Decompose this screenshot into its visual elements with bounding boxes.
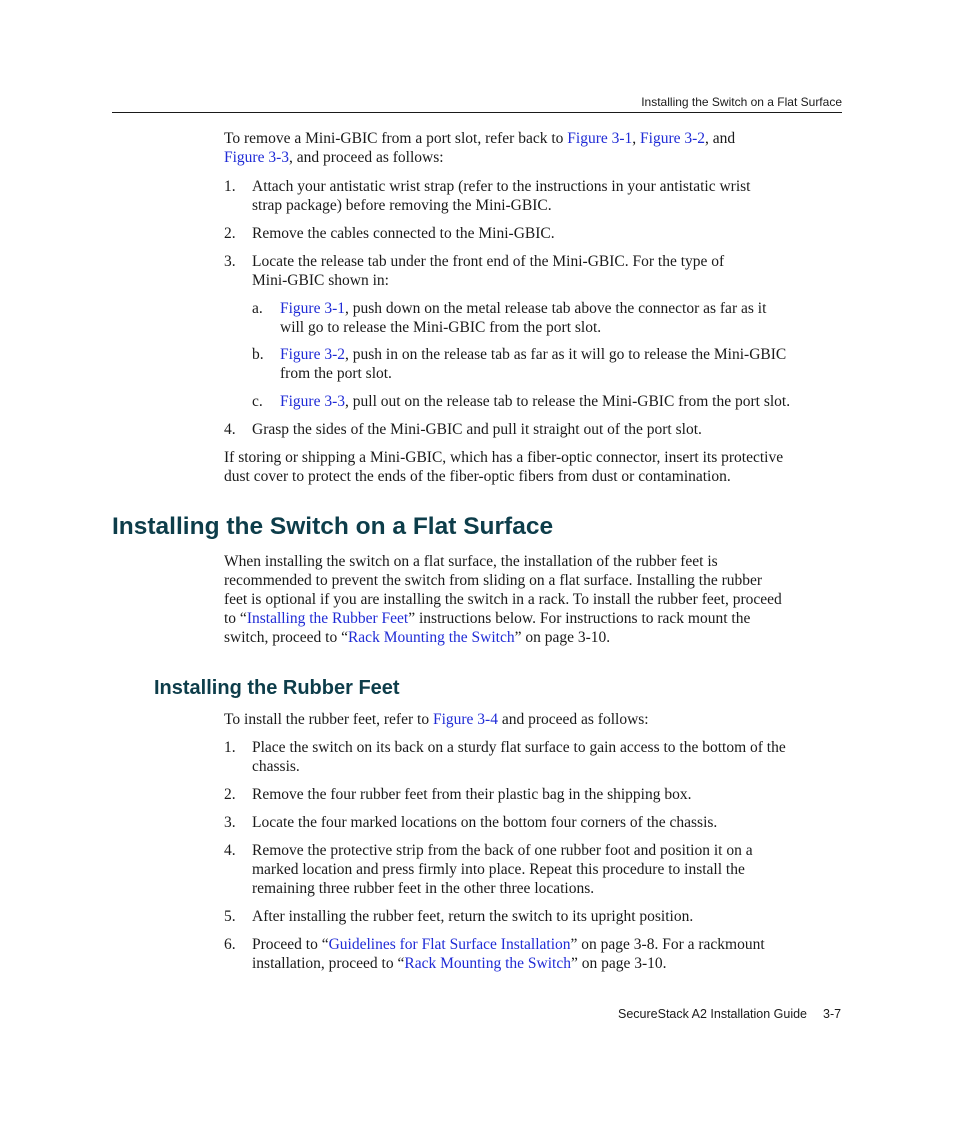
figure-3-3-link[interactable]: Figure 3-3 (224, 149, 290, 166)
step-number: 2. (224, 225, 236, 242)
guidelines-flat-surface-link[interactable]: Guidelines for Flat Surface Installation (328, 936, 571, 953)
step-text: Mini-GBIC shown in: (252, 272, 389, 289)
list-item (280, 345, 850, 383)
step-text: Proceed to “ (252, 936, 329, 953)
list-item: Remove the cables connected to the Mini-GBIC. (252, 225, 555, 242)
list-item (252, 738, 852, 776)
list-item: Remove the four rubber feet from their plastic bag in the shipping box. (252, 786, 692, 803)
substep-text: will go to release the Mini-GBIC from the port slot. (280, 319, 602, 336)
list-item (252, 935, 852, 973)
paragraph-line: dust cover to protect the ends of the fiber-optic fibers from dust or contamination. (224, 468, 731, 485)
intro-text: To remove a Mini-GBIC from a port slot, refer back to (224, 130, 568, 147)
footer-guide-title: SecureStack A2 Installation Guide (618, 1007, 808, 1021)
step-text: installation, proceed to “ (252, 955, 405, 972)
storing-paragraph (224, 448, 844, 486)
substep-letter: a. (252, 300, 263, 317)
list-item: Grasp the sides of the Mini-GBIC and pull it straight out of the port slot. (252, 421, 702, 438)
header-rule (112, 112, 842, 113)
paragraph-text: ” on page 3-10. (514, 629, 611, 646)
subsection-intro (224, 710, 649, 729)
step-number: 1. (224, 739, 236, 756)
substep-text: , push down on the metal release tab above the connector as far as it (345, 300, 767, 317)
step-text: Place the switch on its back on a sturdy flat surface to gain access to the bottom of the (252, 739, 786, 756)
step-number: 6. (224, 936, 236, 953)
step-text: Remove the protective strip from the back of one rubber foot and position it on a (252, 842, 753, 859)
step-number: 3. (224, 253, 236, 270)
figure-3-1-link[interactable]: Figure 3-1 (280, 300, 346, 317)
step-text: ” on page 3-8. For a rackmount (570, 936, 765, 953)
paragraph-line: If storing or shipping a Mini-GBIC, which has a fiber-optic connector, insert its protective (224, 449, 784, 466)
step-text: Attach your antistatic wrist strap (refer to the instructions in your antistatic wrist (252, 178, 751, 195)
step-number: 1. (224, 178, 236, 195)
step-text: chassis. (252, 758, 300, 775)
paragraph-line: recommended to prevent the switch from sliding on a flat surface. Installing the rubber (224, 572, 763, 589)
figure-3-2-link[interactable]: Figure 3-2 (280, 346, 346, 363)
step-number: 4. (224, 842, 236, 859)
paragraph-text: and proceed as follows: (497, 711, 649, 728)
intro-text: , and (705, 130, 736, 147)
substep-text: , pull out on the release tab to release the Mini-GBIC from the port slot. (345, 393, 791, 410)
list-item: After installing the rubber feet, return the switch to its upright position. (252, 908, 694, 925)
step-number: 5. (224, 908, 236, 925)
substep-letter: c. (252, 393, 263, 410)
step-number: 4. (224, 421, 236, 438)
figure-3-1-link[interactable]: Figure 3-1 (567, 130, 633, 147)
section-heading: Installing the Switch on a Flat Surface (112, 513, 554, 540)
intro-paragraph (224, 129, 844, 167)
list-item (280, 299, 850, 337)
step-text: ” on page 3-10. (571, 955, 667, 972)
intro-text: , and proceed as follows: (289, 149, 444, 166)
list-item (280, 392, 790, 411)
installing-rubber-feet-link[interactable]: Installing the Rubber Feet (246, 610, 409, 627)
step-text: strap package) before removing the Mini-GBIC. (252, 197, 552, 214)
paragraph-text: switch, proceed to “ (224, 629, 348, 646)
list-item: Locate the four marked locations on the bottom four corners of the chassis. (252, 814, 718, 831)
step-number: 2. (224, 786, 236, 803)
rack-mounting-link[interactable]: Rack Mounting the Switch (404, 955, 571, 972)
footer-page-number: 3-7 (823, 1007, 842, 1021)
step-text: marked location and press firmly into place. Repeat this procedure to install the (252, 861, 745, 878)
paragraph-line: feet is optional if you are installing the switch in a rack. To install the rubber feet, proceed (224, 591, 782, 608)
paragraph-text: To install the rubber feet, refer to (224, 711, 433, 728)
list-item (252, 841, 852, 898)
figure-3-3-link[interactable]: Figure 3-3 (280, 393, 346, 410)
step-text: Locate the release tab under the front end of the Mini-GBIC. For the type of (252, 253, 725, 270)
paragraph-text: ” instructions below. For instructions to rack mount the (408, 610, 751, 627)
figure-3-4-link[interactable]: Figure 3-4 (432, 711, 498, 728)
figure-3-2-link[interactable]: Figure 3-2 (640, 130, 706, 147)
section-paragraph (224, 552, 844, 647)
running-header: Installing the Switch on a Flat Surface (641, 95, 842, 109)
step-number: 3. (224, 814, 236, 831)
list-item (252, 252, 852, 290)
list-item (252, 177, 852, 215)
substep-text: , push in on the release tab as far as it will go to release the Mini-GBIC (345, 346, 787, 363)
substep-text: from the port slot. (280, 365, 392, 382)
substep-letter: b. (252, 346, 264, 363)
rack-mounting-link[interactable]: Rack Mounting the Switch (347, 629, 515, 646)
step-text: remaining three rubber feet in the other three locations. (252, 880, 595, 897)
intro-text: , (632, 130, 641, 147)
paragraph-line: When installing the switch on a flat surface, the installation of the rubber feet is (224, 553, 718, 570)
paragraph-text: to “ (224, 610, 247, 627)
subsection-heading: Installing the Rubber Feet (154, 677, 400, 699)
